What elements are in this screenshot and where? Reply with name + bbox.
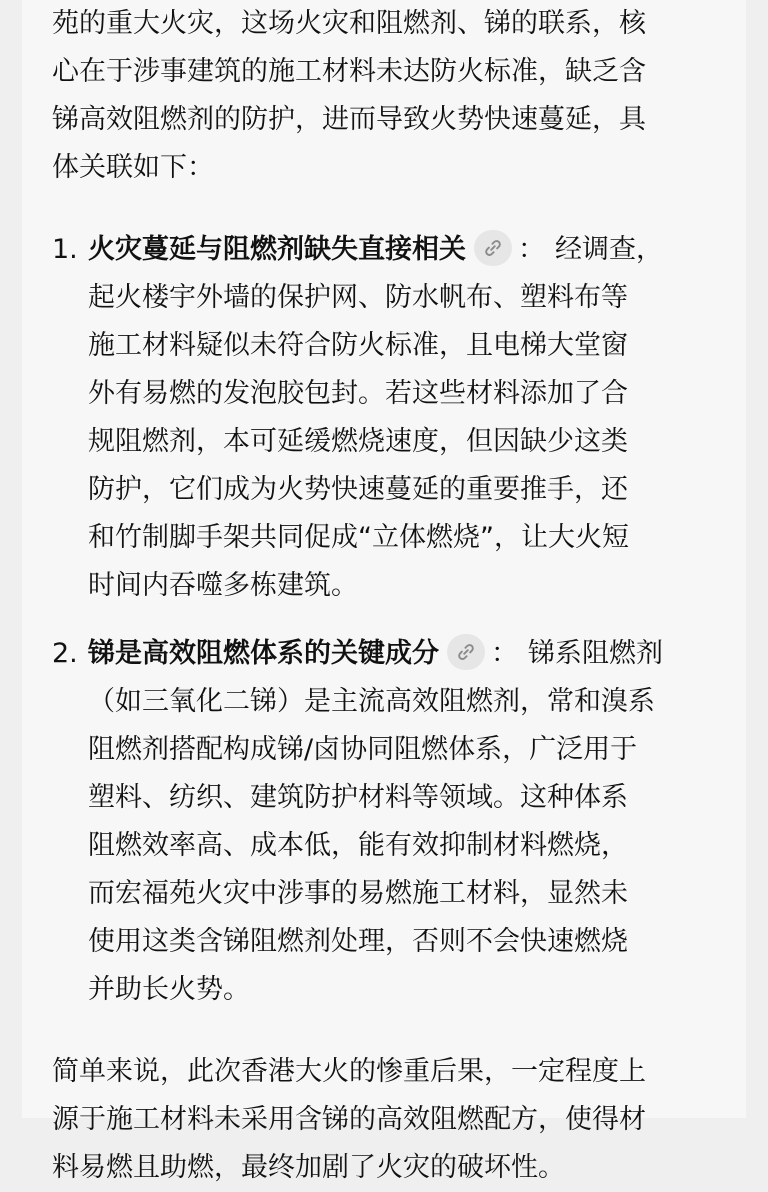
intro-line: 苑的重大火灾，这场火灾和阻燃剂、锑的联系，核	[52, 8, 646, 39]
list-number: 2.	[52, 638, 78, 669]
list-item-line: 塑料、纺织、建筑防护材料等领域。这种体系	[88, 782, 628, 813]
list-item-text: 经调查，	[555, 234, 663, 265]
list-item-line: 阻燃剂搭配构成锑/卤协同阻燃体系，广泛用于	[88, 734, 638, 765]
list-item-line: 防护，它们成为火势快速蔓延的重要推手，还	[88, 474, 628, 505]
list-number: 1.	[52, 234, 78, 265]
list-item-line: 起火楼宇外墙的保护网、防水帆布、塑料布等	[88, 282, 628, 313]
summary-line: 简单来说，此次香港大火的惨重后果，一定程度上	[52, 1056, 646, 1087]
list-item-line: 规阻燃剂，本可延缓燃烧速度，但因缺少这类	[88, 426, 628, 457]
summary-line: 源于施工材料未采用含锑的高效阻燃配方，使得材	[52, 1104, 646, 1135]
list-item-line: 时间内吞噬多栋建筑。	[88, 570, 358, 601]
list-item-first-line	[88, 630, 732, 678]
list-item-line: 并助长火势。	[88, 974, 250, 1005]
list-item-line: （如三氧化二锑）是主流高效阻燃剂，常和溴系	[88, 686, 655, 717]
list-item-line: 外有易燃的发泡胶包封。若这些材料添加了合	[88, 378, 628, 409]
response-content	[52, 0, 732, 1192]
link-icon	[456, 642, 476, 662]
list-item-title: 火灾蔓延与阻燃剂缺失直接相关	[88, 234, 466, 265]
title-colon: ：	[518, 234, 545, 265]
summary-paragraph	[52, 1048, 732, 1192]
list-item-line: 而宏福苑火灾中涉事的易燃施工材料，显然未	[88, 878, 628, 909]
list-item	[52, 630, 732, 1014]
list-item-first-line	[88, 226, 732, 274]
list-item-title: 锑是高效阻燃体系的关键成分	[88, 638, 439, 669]
link-icon	[483, 238, 503, 258]
list-item-text: 锑系阻燃剂	[528, 638, 663, 669]
summary-line: 料易燃且助燃，最终加剧了火灾的破坏性。	[52, 1152, 565, 1183]
list-item-line: 施工材料疑似未符合防火标准，且电梯大堂窗	[88, 330, 628, 361]
intro-line: 心在于涉事建筑的施工材料未达防火标准，缺乏含	[52, 56, 646, 87]
list-item-line: 阻燃效率高、成本低，能有效抑制材料燃烧，	[88, 830, 628, 861]
intro-line: 锑高效阻燃剂的防护，进而导致火势快速蔓延，具	[52, 104, 646, 135]
numbered-list	[52, 226, 732, 1014]
intro-line: 体关联如下：	[52, 152, 214, 183]
list-item	[52, 226, 732, 610]
list-item-line: 和竹制脚手架共同促成“立体燃烧”，让大火短	[88, 522, 629, 553]
list-item-line: 使用这类含锑阻燃剂处理，否则不会快速燃烧	[88, 926, 628, 957]
title-colon: ：	[491, 638, 518, 669]
source-link-button[interactable]	[447, 634, 485, 670]
source-link-button[interactable]	[474, 230, 512, 266]
intro-paragraph	[52, 0, 732, 192]
